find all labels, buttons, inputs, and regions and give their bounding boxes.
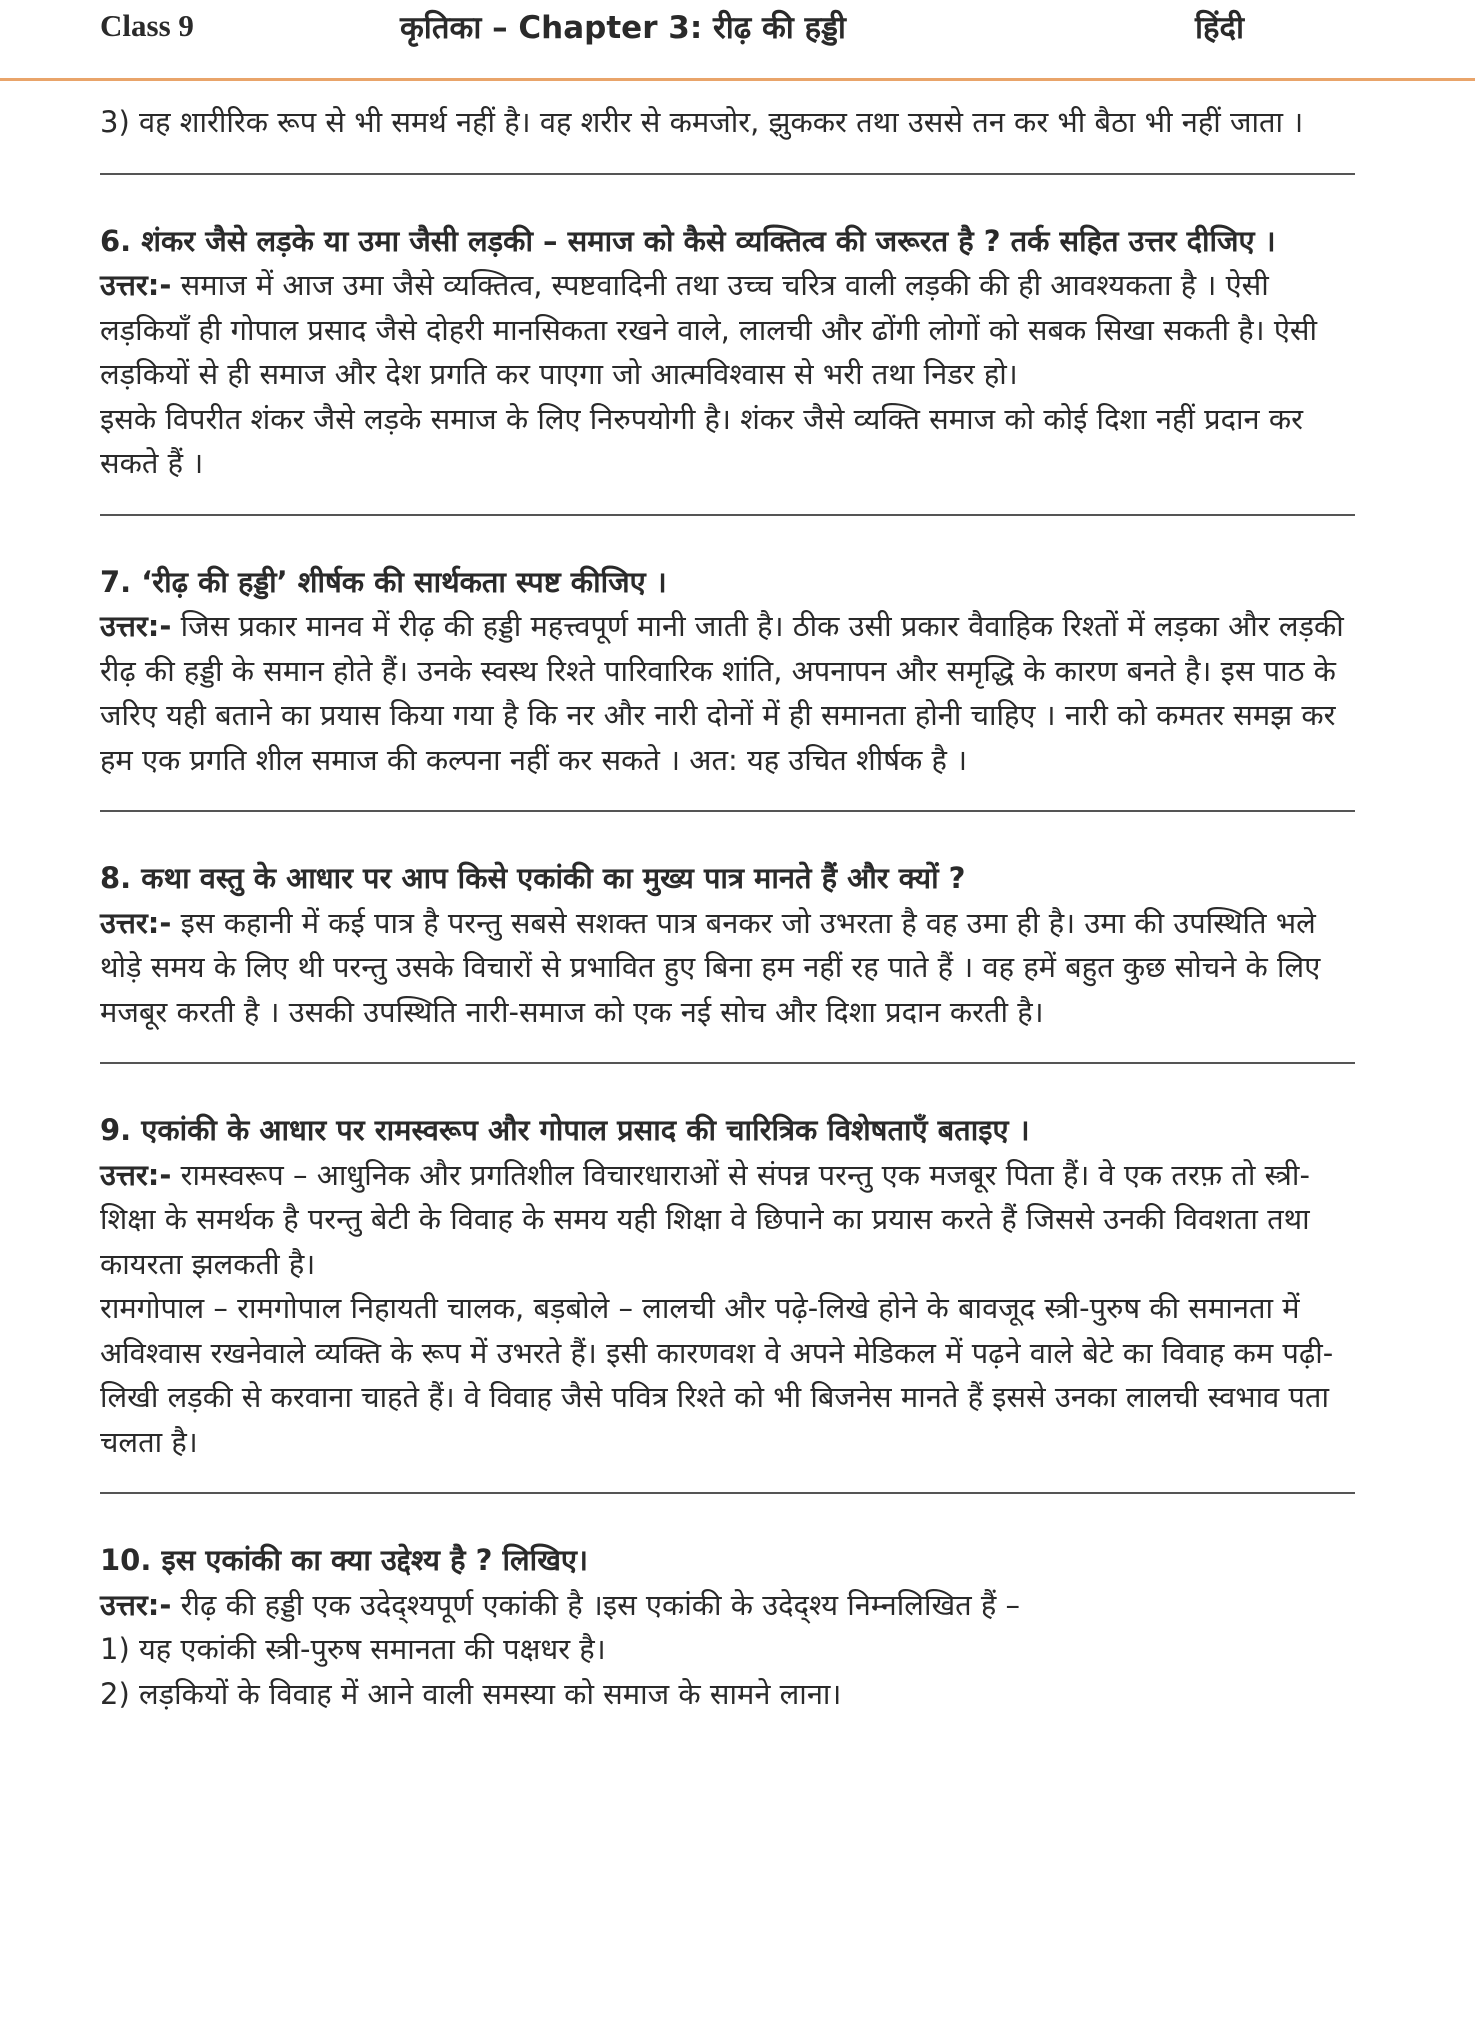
answer-paragraph: जिस प्रकार मानव में रीढ़ की हड्डी महत्त्वपूर्ण मानी जाती है। ठीक उसी प्रकार वैवाहिक रिश्तों में लड़का और लड़की रीढ़ की हड्डी के समान होते हैं। उनके स्वस्थ रिश्ते पारिवारिक शांति, अपनापन और समृद्धि के कारण बनते है। इस पाठ के जरिए यही बताने का प्रयास किया गया है कि नर और नारी दोनों में ही समानता होनी चाहिए । नारी को कमतर समझ कर हम एक प्रगति शील समाज की कल्पना नहीं कर सकते । अत: यह उचित शीर्षक है । bbox=[100, 609, 1344, 777]
question-text: 9. एकांकी के आधार पर रामस्वरूप और गोपाल प्रसाद की चारित्रिक विशेषताएँ बताइए । bbox=[100, 1113, 1030, 1147]
answer-paragraph: समाज में आज उमा जैसे व्यक्तित्व, स्पष्टवादिनी तथा उच्च चरित्र वाली लड़की की ही आवश्यकता है । ऐसी लड़कियाँ ही गोपाल प्रसाद जैसे दोहरी मानसिकता रखने वाले, लालची और ढोंगी लोगों को सबक सिखा सकती है। ऐसी लड़कियों से ही समाज और देश प्रगति कर पाएगा जो आत्मविश्वास से भरी तथा निडर हो। bbox=[100, 268, 1318, 391]
answer-label: उत्तर:- bbox=[100, 905, 172, 940]
answer-text bbox=[100, 1286, 1355, 1464]
header-title: कृतिका – Chapter 3: रीढ़ की हड्डी bbox=[400, 10, 846, 46]
header-class: Class 9 bbox=[100, 8, 194, 43]
content bbox=[100, 100, 1355, 1716]
question-text: 8. कथा वस्तु के आधार पर आप किसे एकांकी का मुख्य पात्र मानते हैं और क्यों ? bbox=[100, 861, 966, 895]
section-divider bbox=[100, 173, 1355, 175]
question-list bbox=[100, 173, 1355, 1717]
section-divider bbox=[100, 1492, 1355, 1494]
answer-text bbox=[100, 1672, 1355, 1717]
answer-text bbox=[100, 397, 1355, 486]
answer-text bbox=[100, 1583, 1355, 1628]
answer-text bbox=[100, 1153, 1355, 1287]
answer-label: उत्तर:- bbox=[100, 609, 172, 643]
answer-paragraph: इसके विपरीत शंकर जैसे लड़के समाज के लिए निरुपयोगी है। शंकर जैसे व्यक्ति समाज को कोई दिशा नहीं प्रदान कर सकते हैं । bbox=[100, 401, 1303, 480]
answer-text bbox=[100, 604, 1355, 782]
header-subject: हिंदी bbox=[1195, 10, 1244, 46]
page-header bbox=[0, 0, 1475, 81]
answer-paragraph: रीढ़ की हड्डी एक उदेद्श्यपूर्ण एकांकी है ।इस एकांकी के उदेद्श्य निम्नलिखित हैं – bbox=[180, 1587, 1021, 1622]
question-text: 6. शंकर जैसे लड़के या उमा जैसी लड़की – समाज को कैसे व्यक्तित्व की जरूरत है ? तर्क सहित उत्तर दीजिए । bbox=[100, 223, 1276, 258]
answer-label: उत्तर:- bbox=[100, 268, 172, 302]
answer-label: उत्तर:- bbox=[100, 1157, 172, 1192]
answer-text bbox=[100, 1627, 1355, 1672]
answer-text bbox=[100, 901, 1355, 1035]
section-divider bbox=[100, 1062, 1355, 1064]
answer-paragraph: रामगोपाल – रामगोपाल निहायती चालक, बड़बोले – लालची और पढ़े-लिखे होने के बावजूद स्त्री-पुरुष की समानता में अविश्वास रखनेवाले व्यक्ति के रूप में उभरते हैं। इसी कारणवश वे अपने मेडिकल में पढ़ने वाले बेटे का विवाह कम पढ़ी-लिखी लड़की से करवाना चाहते हैं। वे विवाह जैसे पवित्र रिश्ते को भी बिजनेस मानते हैं इससे उनका लालची स्वभाव पता चलता है। bbox=[100, 1291, 1334, 1459]
question-text: 10. इस एकांकी का क्या उद्देश्य है ? लिखिए। bbox=[100, 1543, 588, 1577]
answer-paragraph: 1) यह एकांकी स्त्री-पुरुष समानता की पक्षधर है। bbox=[100, 1632, 606, 1666]
answer-paragraph: इस कहानी में कई पात्र है परन्तु सबसे सशक्त पात्र बनकर जो उभरता है वह उमा ही है। उमा की उपस्थिति भले थोड़े समय के लिए थी परन्तु उसके विचारों से प्रभावित हुए बिना हम नहीं रह पाते हैं । वह हमें बहुत कुछ सोचने के लिए मजबूर करती है । उसकी उपस्थिति नारी-समाज को एक नई सोच और दिशा प्रदान करती है। bbox=[100, 905, 1321, 1029]
intro-text: 3) वह शारीरिक रूप से भी समर्थ नहीं है। वह शरीर से कमजोर, झुककर तथा उससे तन कर भी बैठा भी नहीं जाता । bbox=[100, 105, 1304, 139]
section-divider bbox=[100, 810, 1355, 812]
answer-text bbox=[100, 263, 1355, 397]
answer-label: उत्तर:- bbox=[100, 1587, 172, 1622]
answer-paragraph: 2) लड़कियों के विवाह में आने वाली समस्या को समाज के सामने लाना। bbox=[100, 1676, 842, 1711]
section-divider bbox=[100, 514, 1355, 516]
question-text: 7. ‘रीढ़ की हड्डी’ शीर्षक की सार्थकता स्पष्ट कीजिए । bbox=[100, 564, 667, 599]
answer-paragraph: रामस्वरूप – आधुनिक और प्रगतिशील विचारधाराओं से संपन्न परन्तु एक मजबूर पिता हैं। वे एक तरफ़ तो स्त्री-शिक्षा के समर्थक है परन्तु बेटी के विवाह के समय यही शिक्षा वे छिपाने का प्रयास करते हैं जिससे उनकी विवशता तथा कायरता झलकती है। bbox=[100, 1157, 1310, 1281]
